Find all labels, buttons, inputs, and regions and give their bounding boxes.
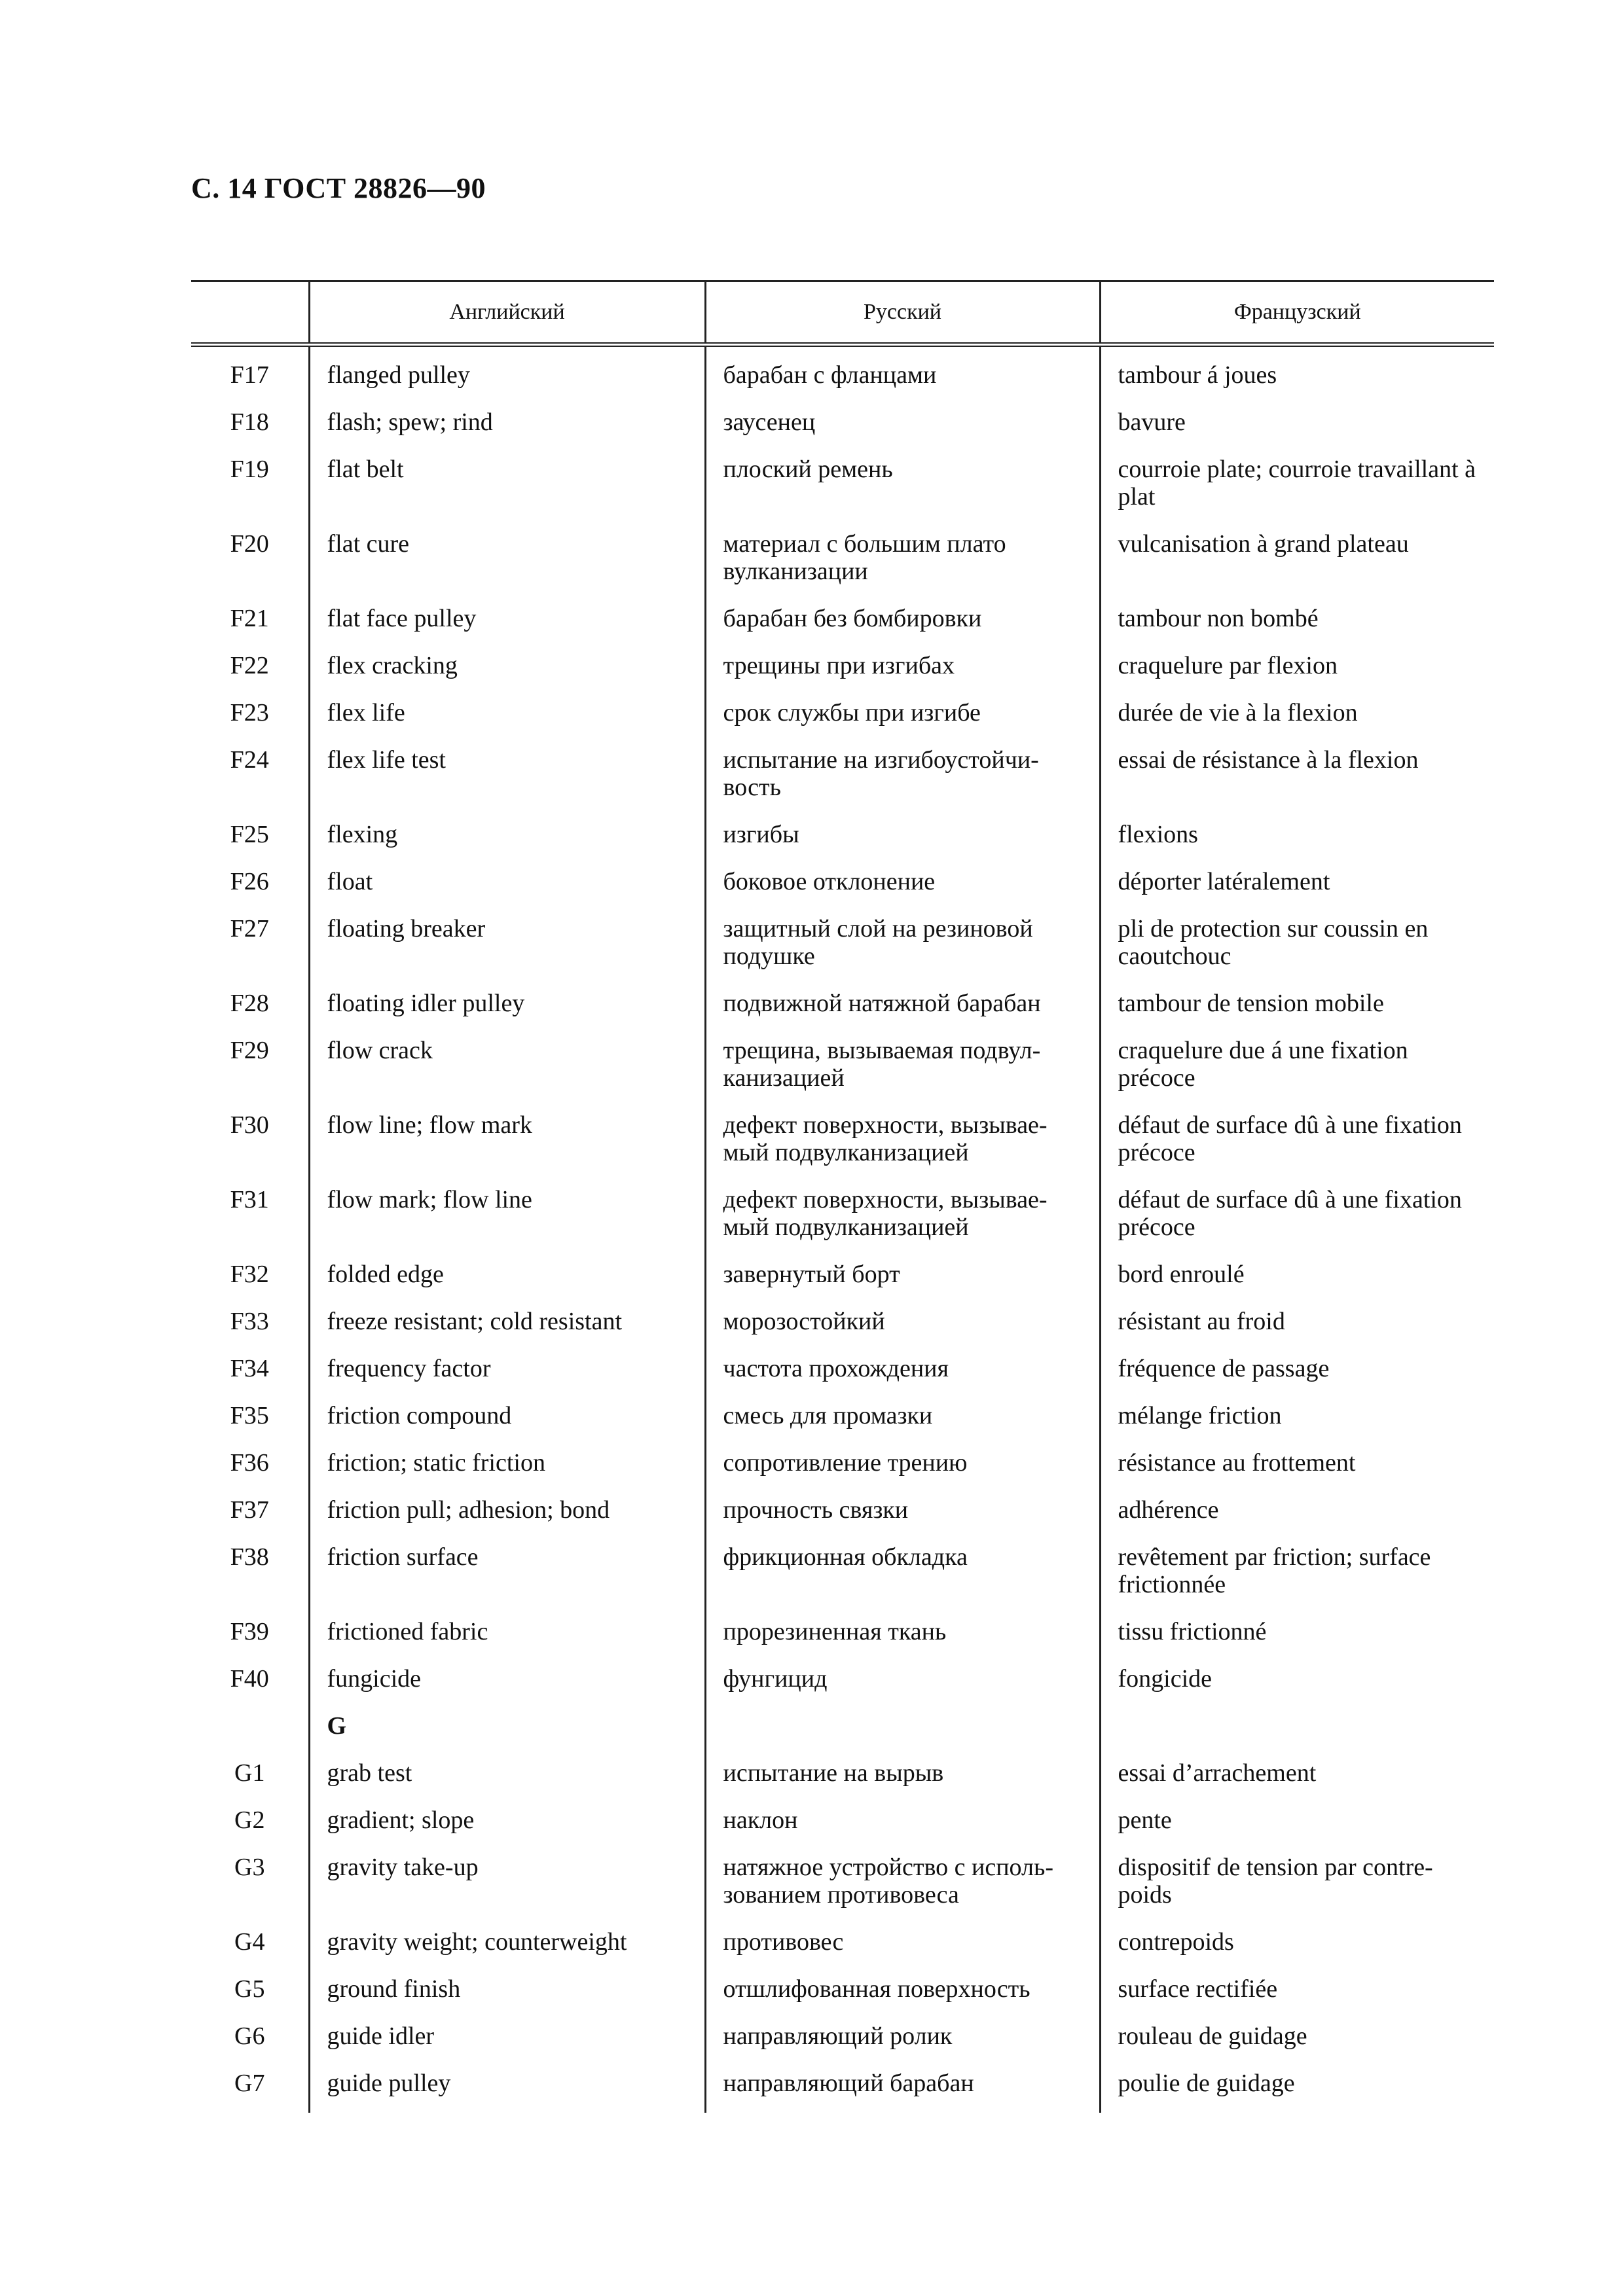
term-code: F23 (230, 699, 269, 726)
term-french: résistance au frottement (1100, 1445, 1494, 1492)
term-russian: смесь для промазки (705, 1398, 1100, 1445)
term-french: dispositif de tension par contre-poids (1100, 1850, 1494, 1924)
term-english: flanged pulley (309, 345, 705, 405)
term-french: défaut de surface dû à une fixation précoce (1100, 1107, 1494, 1182)
term-code: F34 (230, 1355, 269, 1382)
table-row (191, 1107, 1494, 1182)
term-french: flexions (1100, 817, 1494, 864)
term-french: déporter latéralement (1100, 864, 1494, 911)
term-russian: барабан без бомбировки (705, 601, 1100, 648)
term-french: durée de vie à la flexion (1100, 695, 1494, 742)
term-french: mélange friction (1100, 1398, 1494, 1445)
term-french: fongicide (1100, 1661, 1494, 1708)
table-row (191, 1398, 1494, 1445)
term-french: craquelure par flexion (1100, 648, 1494, 695)
term-russian: срок службы при изгибе (705, 695, 1100, 742)
term-english: friction pull; adhesion; bond (309, 1492, 705, 1539)
term-russian: трещины при изгибах (705, 648, 1100, 695)
page-header: С. 14 ГОСТ 28826—90 (191, 172, 486, 204)
term-french: défaut de surface dû à une fixation précoce (1100, 1182, 1494, 1257)
term-french: rouleau de guidage (1100, 2018, 1494, 2066)
term-russian: подвижной натяжной барабан (705, 986, 1100, 1033)
term-english: flow crack (309, 1033, 705, 1107)
term-russian: барабан с фланцами (705, 345, 1100, 405)
term-russian: отшлифованная поверхность (705, 1971, 1100, 2018)
term-french: poulie de guidage (1100, 2066, 1494, 2113)
term-code: F29 (230, 1037, 269, 1064)
term-code: F40 (230, 1665, 269, 1693)
term-english: ground finish (309, 1971, 705, 2018)
term-russian: натяжное устройство с исполь-зованием противовеса (705, 1850, 1100, 1924)
term-french: adhérence (1100, 1492, 1494, 1539)
term-english: flex life test (309, 742, 705, 817)
term-russian: трещина, вызываемая подвул-канизацией (705, 1033, 1100, 1107)
term-code: F18 (230, 408, 269, 436)
term-code: F27 (230, 915, 269, 942)
term-code: G4 (234, 1928, 265, 1956)
term-code: F36 (230, 1449, 269, 1477)
term-french: fréquence de passage (1100, 1351, 1494, 1398)
term-russian: наклон (705, 1803, 1100, 1850)
term-russian: завернутый борт (705, 1257, 1100, 1304)
term-russian: плоский ремень (705, 452, 1100, 526)
term-english: fungicide (309, 1661, 705, 1708)
table-row (191, 1033, 1494, 1107)
term-english: gradient; slope (309, 1803, 705, 1850)
term-english: flexing (309, 817, 705, 864)
table-row (191, 864, 1494, 911)
term-code: F39 (230, 1618, 269, 1645)
section-russian-empty (705, 1708, 1100, 1755)
term-english: flat cure (309, 526, 705, 601)
table-row (191, 601, 1494, 648)
term-code: G1 (234, 1759, 265, 1787)
term-english: freeze resistant; cold resistant (309, 1304, 705, 1351)
column-header-code (191, 281, 309, 345)
term-code: F38 (230, 1543, 269, 1571)
term-french: tambour non bombé (1100, 601, 1494, 648)
term-code: F24 (230, 746, 269, 774)
term-french: surface rectifiée (1100, 1971, 1494, 2018)
table-row (191, 1924, 1494, 1971)
term-french: revêtement par friction; surface frictionnée (1100, 1539, 1494, 1614)
term-code: F30 (230, 1111, 269, 1139)
term-french: contrepoids (1100, 1924, 1494, 1971)
table-row (191, 1661, 1494, 1708)
term-code: F37 (230, 1496, 269, 1524)
term-russian: морозостойкий (705, 1304, 1100, 1351)
glossary-table (191, 280, 1494, 2113)
table-row (191, 742, 1494, 817)
term-code: F17 (230, 361, 269, 389)
term-code: G3 (234, 1854, 265, 1881)
term-french: tissu frictionné (1100, 1614, 1494, 1661)
table-row (191, 2018, 1494, 2066)
term-english: friction; static friction (309, 1445, 705, 1492)
term-russian: противовес (705, 1924, 1100, 1971)
term-russian: дефект поверхности, вызывае-мый подвулканизацией (705, 1107, 1100, 1182)
term-russian: защитный слой на резиновой подушке (705, 911, 1100, 986)
table-body (191, 345, 1494, 2113)
term-french: craquelure due á une fixation précoce (1100, 1033, 1494, 1107)
term-english: float (309, 864, 705, 911)
table-row (191, 1755, 1494, 1803)
term-russian: прорезиненная ткань (705, 1614, 1100, 1661)
table-row (191, 1614, 1494, 1661)
table-row (191, 404, 1494, 452)
term-french: essai de résistance à la flexion (1100, 742, 1494, 817)
table-row (191, 1539, 1494, 1614)
term-code: F21 (230, 605, 269, 632)
term-code: G2 (234, 1806, 265, 1834)
table-row (191, 1304, 1494, 1351)
term-code: F35 (230, 1402, 269, 1429)
term-french: pente (1100, 1803, 1494, 1850)
term-french: essai d’arrachement (1100, 1755, 1494, 1803)
term-english: floating idler pulley (309, 986, 705, 1033)
term-russian: дефект поверхности, вызывае-мый подвулканизацией (705, 1182, 1100, 1257)
term-russian: сопротивление трению (705, 1445, 1100, 1492)
term-french: résistant au froid (1100, 1304, 1494, 1351)
term-russian: частота прохождения (705, 1351, 1100, 1398)
term-english: friction compound (309, 1398, 705, 1445)
term-english: guide pulley (309, 2066, 705, 2113)
term-russian: боковое отклонение (705, 864, 1100, 911)
term-code: G6 (234, 2022, 265, 2050)
term-code: G5 (234, 1975, 265, 2003)
term-english: flex cracking (309, 648, 705, 695)
term-english: friction surface (309, 1539, 705, 1614)
term-french: bavure (1100, 404, 1494, 452)
term-code: F26 (230, 868, 269, 895)
term-english: flex life (309, 695, 705, 742)
table-row (191, 1971, 1494, 2018)
term-english: gravity take-up (309, 1850, 705, 1924)
term-russian: направляющий барабан (705, 2066, 1100, 2113)
term-russian: направляющий ролик (705, 2018, 1100, 2066)
term-french: courroie plate; courroie travaillant à plat (1100, 452, 1494, 526)
table-row (191, 695, 1494, 742)
section-row (191, 1708, 1494, 1755)
table-header-row (191, 281, 1494, 345)
table-row (191, 648, 1494, 695)
term-english: floating breaker (309, 911, 705, 986)
term-english: folded edge (309, 1257, 705, 1304)
table-row (191, 1445, 1494, 1492)
term-russian: прочность связки (705, 1492, 1100, 1539)
table-row (191, 526, 1494, 601)
section-french-empty (1100, 1708, 1494, 1755)
term-english: gravity weight; counterweight (309, 1924, 705, 1971)
term-english: flow mark; flow line (309, 1182, 705, 1257)
term-russian: испытание на вырыв (705, 1755, 1100, 1803)
term-french: tambour á joues (1100, 345, 1494, 405)
column-header-french: Французский (1100, 281, 1494, 345)
term-code: F19 (230, 456, 269, 483)
column-header-russian: Русский (705, 281, 1100, 345)
table-row (191, 1351, 1494, 1398)
term-code: F32 (230, 1261, 269, 1288)
term-code: F31 (230, 1186, 269, 1213)
term-code: F20 (230, 530, 269, 558)
term-english: frictioned fabric (309, 1614, 705, 1661)
term-code: F22 (230, 652, 269, 679)
section-code-empty (191, 1708, 309, 1755)
section-letter: G (309, 1708, 705, 1755)
term-french: pli de protection sur coussin en caoutchouc (1100, 911, 1494, 986)
table-row (191, 911, 1494, 986)
column-header-english: Английский (309, 281, 705, 345)
table-row (191, 1492, 1494, 1539)
term-code: F25 (230, 821, 269, 848)
term-french: bord enroulé (1100, 1257, 1494, 1304)
term-english: frequency factor (309, 1351, 705, 1398)
term-english: flow line; flow mark (309, 1107, 705, 1182)
table-row (191, 1182, 1494, 1257)
term-english: flat face pulley (309, 601, 705, 648)
term-english: flat belt (309, 452, 705, 526)
table-row (191, 1257, 1494, 1304)
term-code: G7 (234, 2070, 265, 2097)
term-french: tambour de tension mobile (1100, 986, 1494, 1033)
term-french: vulcanisation à grand plateau (1100, 526, 1494, 601)
term-russian: фрикционная обкладка (705, 1539, 1100, 1614)
table-row (191, 452, 1494, 526)
term-code: F28 (230, 990, 269, 1017)
term-russian: заусенец (705, 404, 1100, 452)
table-row (191, 1803, 1494, 1850)
term-russian: изгибы (705, 817, 1100, 864)
term-russian: фунгицид (705, 1661, 1100, 1708)
term-english: grab test (309, 1755, 705, 1803)
table-row (191, 345, 1494, 405)
table-row (191, 2066, 1494, 2113)
table-row (191, 817, 1494, 864)
term-russian: материал с большим плато вулканизации (705, 526, 1100, 601)
term-english: guide idler (309, 2018, 705, 2066)
table-row (191, 986, 1494, 1033)
table-row (191, 1850, 1494, 1924)
term-code: F33 (230, 1308, 269, 1335)
term-russian: испытание на изгибоустойчи-вость (705, 742, 1100, 817)
term-english: flash; spew; rind (309, 404, 705, 452)
